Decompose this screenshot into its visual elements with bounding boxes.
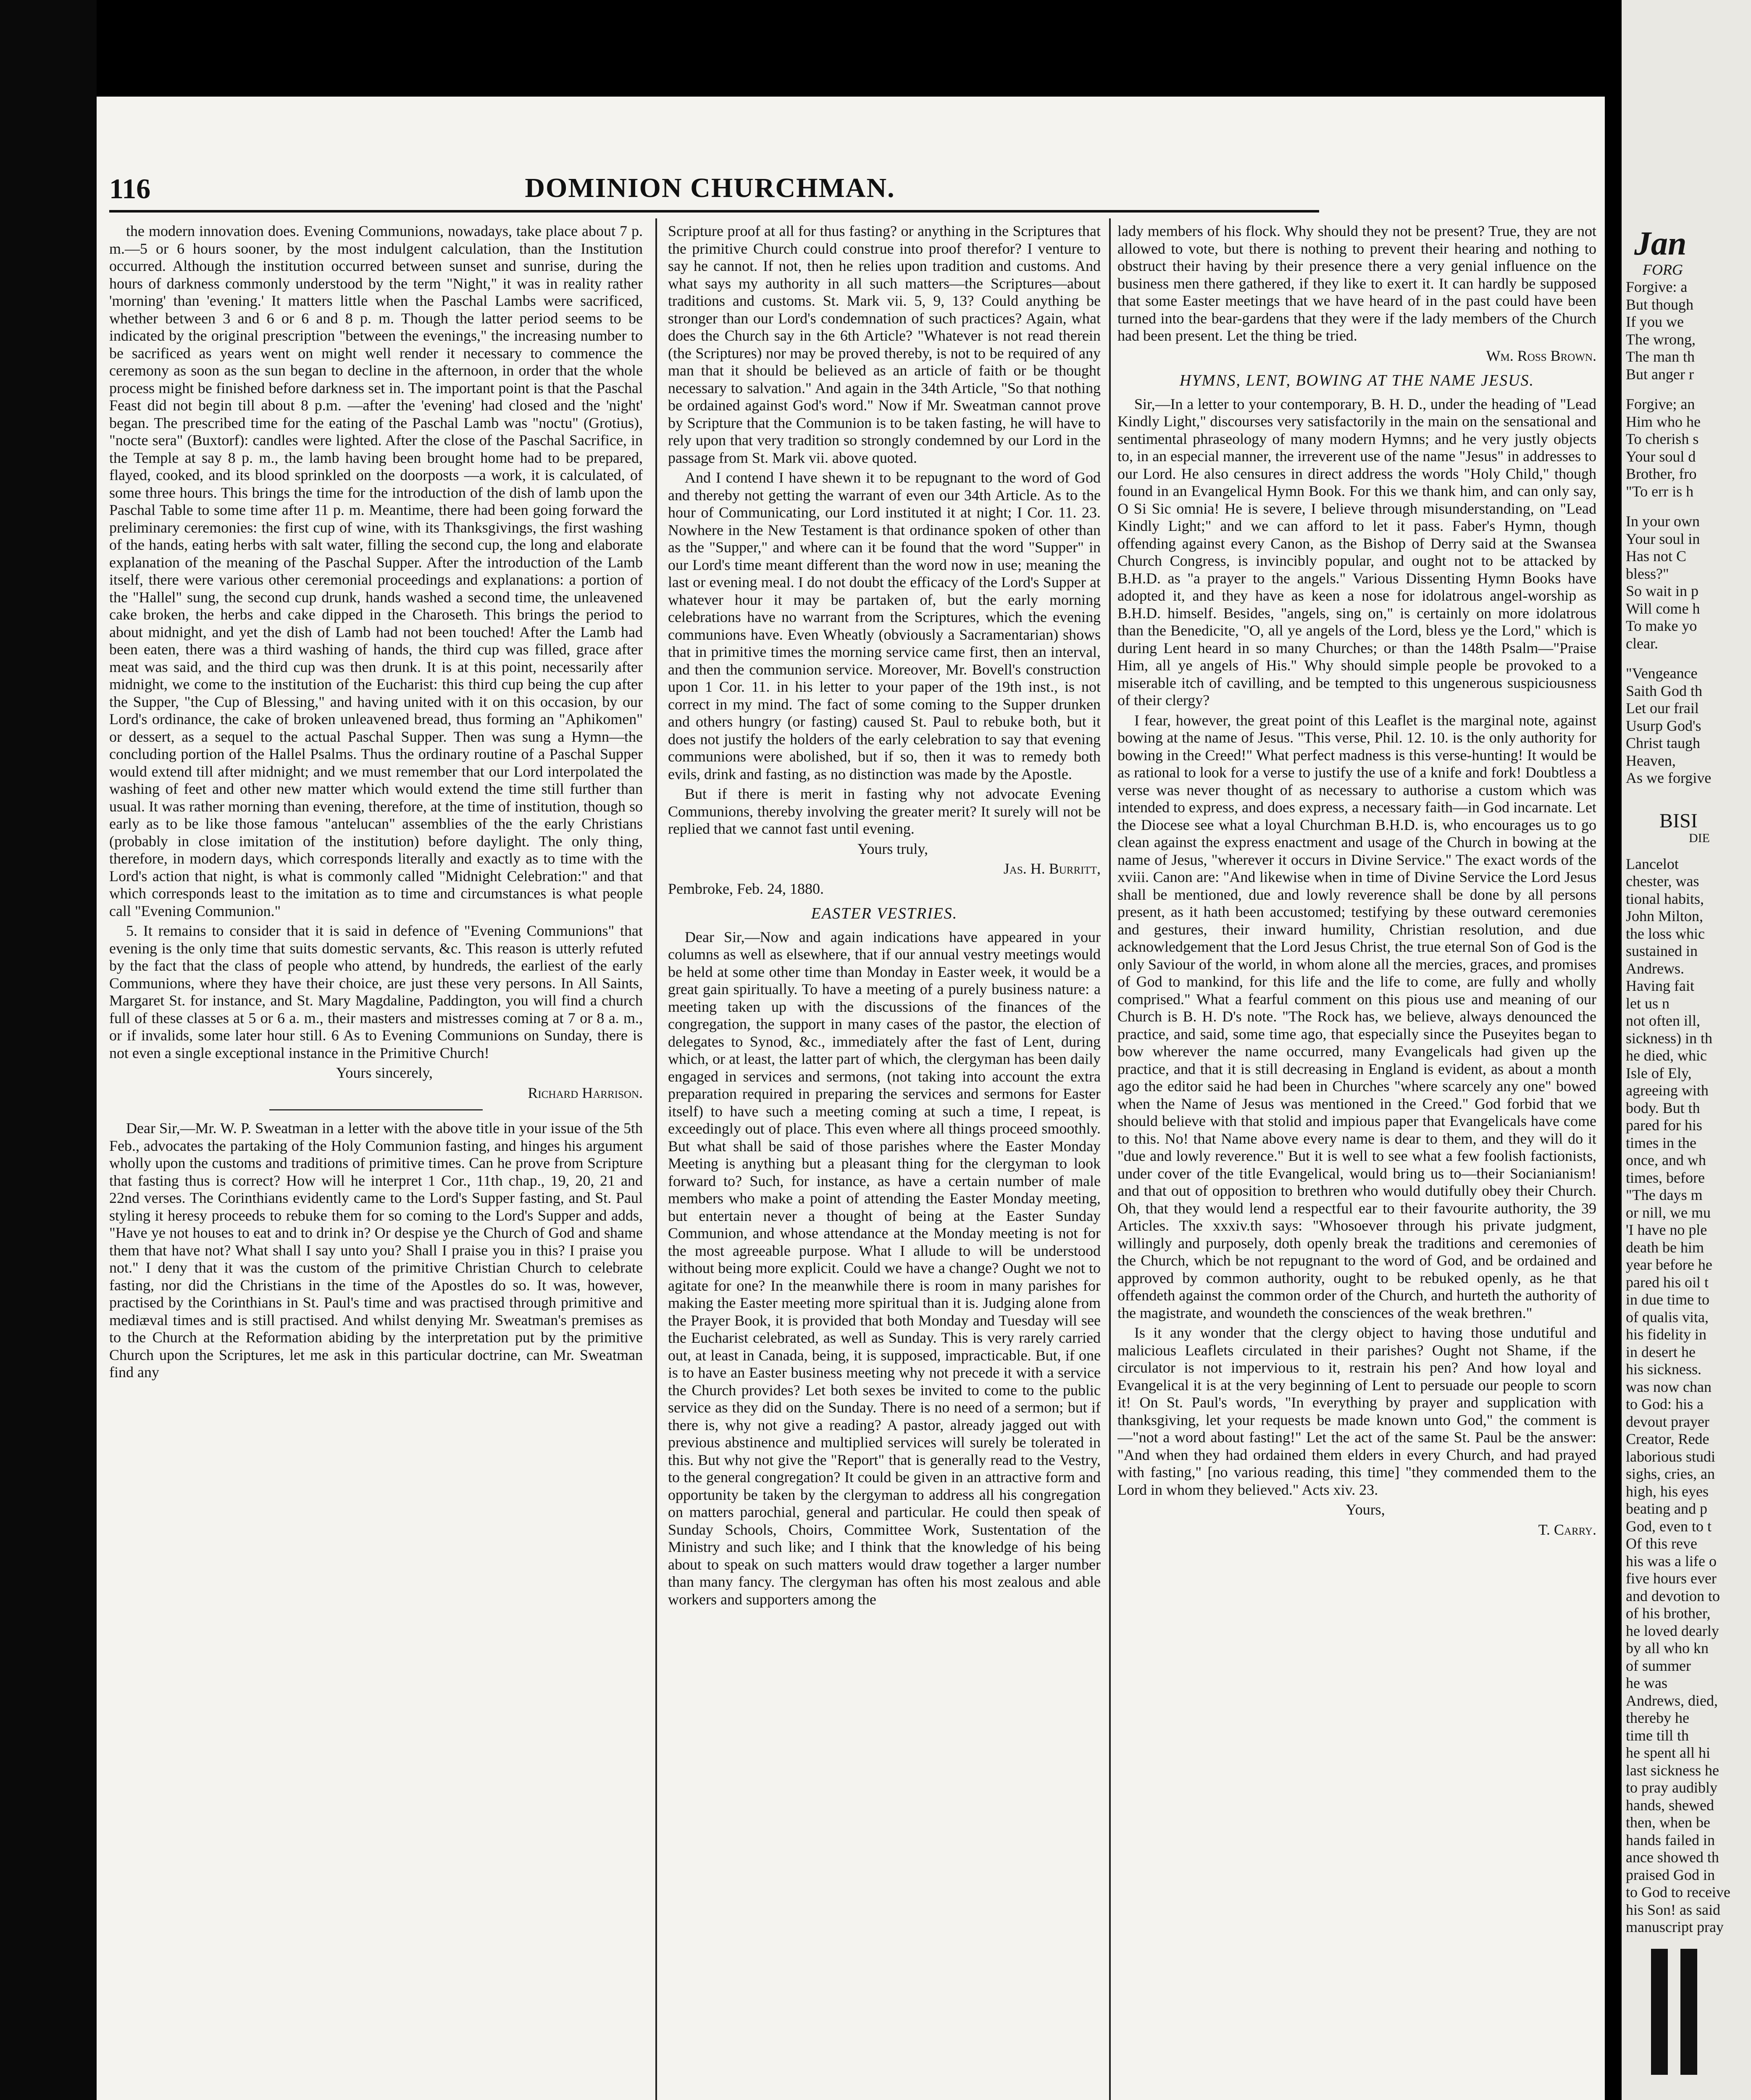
- adjacent-line: sighs, cries, an: [1626, 1465, 1715, 1482]
- adjacent-line: body. But th: [1626, 1099, 1700, 1116]
- burritt-letter-continued: Scripture proof at all for thus fasting? or anything in the Scriptures that the primitive Church could construe into proof therefor? I venture to say he cannot. If not, then he relies upon tradition and customs. And what says my authority in all such matters—the Scriptures—about traditions and customs. St. Mark vii. 5, 9, 13? Could anything be stronger than our Lord's condemnation of such practices? Again, what does the Church say in the 6th Article? "Whatever is not read therein (the Scriptures) nor may be proved thereby, is not to be required of any man that it should be believed as an article of faith or be thought necessary to salvation." And again in the 34th Article, "So that nothing be ordained against God's word." Now if Mr. Sweatman cannot prove by Scripture that the Communion is to be taken fasting, he will have to rely upon that very tradition so strongly condemned by our Lord in the passage from St. Mark vii. above quoted.: [668, 223, 1101, 466]
- publication-title: DOMINION CHURCHMAN.: [525, 173, 895, 203]
- hymns-letter-para-1: Sir,—In a letter to your contemporary, B. H. D., under the heading of "Lead Kindly Light," discourses very satisfactorily in the main on the sensational and sentimental phraseology of many modern Hymns; and he very justly objects to, in an especial manner, the irreverent use of the name "Jesus" in addresses to our Lord. He also censures in direct address the words "Holy Child," though found in an Evangelical Hymn Book. For this we thank him, and can only say, O Si Sic omnia! He is severe, I believe through misunderstanding, on "Lead Kindly Light;" and we can afford to let it pass. Faber's Hymn, though offending against every Canon, as the Bishop of Derry said at the Swansea Church Congress, is invincibly popular, and ought not to be attacked by B.H.D. as "a prayer to the angels." Various Dissenting Hymn Books have adopted it, and they have as keen a nose for idolatrous angel-worship as B.H.D. himself. Besides, "angels, sing on," is certainly on more idolatrous than the Benedicite, "O, all ye angels of the Lord, bless ye the Lord," which is during Lent heard in so many Churches; or than the 148th Psalm—"Praise Him, all ye angels of His." Why should simple people be provoked to a miserable itch of cavilling, and be tempted to this ungenerous suspiciousness of their clergy?: [1117, 395, 1596, 709]
- easter-vestries-heading: EASTER VESTRIES.: [811, 905, 958, 922]
- page-number: 116: [109, 173, 151, 205]
- adjacent-line: once, and wh: [1626, 1152, 1706, 1168]
- adjacent-line: Andrews, died,: [1626, 1692, 1718, 1709]
- harrison-letter-continued: the modern innovation does. Evening Communions, nowadays, take place about 7 p. m.—5 or 6 hours sooner, by the most indulgent calculation, than the Institution occurred. Although the institution occurred between sunset and sunrise, during the hours of darkness commonly understood by the term "Night," it was in reality rather 'morning' than 'evening.' It matters little when the Paschal Lambs were sacrificed, whether between 3 and 6 or 6 and 8 p. m. Though the latter period seems to be indicated by the original prescription "between the evenings," the increasing number to be sacrificed as years went on might well render it necessary to commence the ceremony as soon as the sun began to decline in the afternoon, in order that the whole process might be finished before darkness set in. The important point is that the Paschal Feast did not begin till about 8 p.m. —after the 'evening' had closed and the 'night' began. The prescribed time for the eating of the Paschal Lamb was "noctu" (Grotius), "nocte sera" (Buxtorf): candles were lighted. After the close of the Paschal Sacrifice, in the Temple at say 8 p. m., the lamb having been brought home had to be prepared, flayed, cooked, and its blood sprinkled on the doorposts —a work, it is calculated, of some three hours. This brings the time for the introduction of the dish of lamb upon the Paschal Table to some time after 11 p. m. Meantime, there had been going forward the preliminary ceremonies: the first cup of wine, with its Thanksgivings, the first washing of the hands, eating herbs with salt water, filling the second cup, the long and elaborate explanation of the meaning of the Paschal Supper. After the introduction of the Lamb itself, there were various other ceremonial proceedings and explanations: a portion of the "Hallel" sung, the second cup drunk, hands washed a second time, the unleavened cake broken, the herbs and cake dipped in the Charoseth. This brings the period to about midnight, and yet the dish of Lamb had not been touched! After the Lamb had been eaten, there was a third washing of hands, the third cup was filled, grace after meat was said, and the third cup was then drunk. It is at this point, necessarily after midnight, we come to the institution of the Eucharist: this third cup being the cup after the Supper, "the Cup of Blessing," and having united with it on this occasion, by our Lord's ordinance, the cake of broken unleavened bread, thus forming an "Aphikomen" or dessert, as a sequel to the actual Paschal Supper. Then was sung a Hymn—the concluding portion of the Hallel Psalms. Thus the ordinary routine of a Paschal Supper would extend till after midnight; and we must remember that our Lord interpolated the washing of feet and other new matter which would extend the time still further than usual. It was rather morning than evening, therefore, at the time of institution, though so early as to be like those famous "antelucan" assemblies of the the early Christians (probably in close imitation of the institution) before daylight. The only thing, therefore, in modern days, which corresponds literally and exactly as to time with the Lord's action that night, is what is commonly called "Midnight Celebration:" and that which corresponds least to the imitation as to time and circumstances is what people call "Evening Communion.": [109, 223, 643, 919]
- adjacent-line: agreeing with: [1626, 1082, 1709, 1099]
- adjacent-line: not often ill,: [1626, 1012, 1700, 1029]
- adjacent-line: But anger r: [1626, 365, 1694, 383]
- adjacent-page-title: Jan: [1634, 225, 1687, 262]
- adjacent-line: To cherish s: [1626, 430, 1699, 447]
- header-rule: [109, 210, 1319, 213]
- column-1: [109, 223, 643, 2100]
- adjacent-line: devout prayer: [1626, 1413, 1709, 1430]
- adjacent-line: to God to receive: [1626, 1884, 1730, 1900]
- hymns-letter-para-3: Is it any wonder that the clergy object to having those undutiful and malicious Leaflets circulated in their parishes? Ought not Shame, if the circulator is not impervious to it, restrain his pen? And how loyal and Evangelical it is at the very beginning of Lent to persuade our people to scorn it! On St. Paul's words, "In everything by prayer and supplication with thanksgiving, let your requests be made known unto God," the comment is—"not a word about fasting!" Let the act of the same St. Paul be the answer: "And when they had ordained them elders in every Church, and had prayed with fasting," [no various reading, this time] "they commended them to the Lord in whom they believed." Acts xiv. 23.: [1117, 1324, 1596, 1498]
- adjacent-line: and devotion to: [1626, 1587, 1720, 1604]
- adjacent-line: let us n: [1626, 995, 1669, 1012]
- adjacent-line: sustained in: [1626, 942, 1698, 959]
- adjacent-line: Isle of Ely,: [1626, 1064, 1692, 1082]
- adjacent-line: death be him: [1626, 1239, 1704, 1256]
- adjacent-line: he loved dearly: [1626, 1622, 1719, 1639]
- adjacent-line: in due time to: [1626, 1291, 1709, 1308]
- burritt-closing: Yours truly,: [857, 840, 928, 857]
- harrison-closing: Yours sincerely,: [336, 1064, 433, 1081]
- adjacent-line: of summer: [1626, 1657, 1691, 1674]
- adjacent-line: To make yo: [1626, 617, 1697, 634]
- adjacent-line: praised God in: [1626, 1866, 1715, 1883]
- scan-left-margin: [0, 0, 97, 2100]
- adjacent-line: his fidelity in: [1626, 1326, 1706, 1343]
- adjacent-line: Heaven,: [1626, 752, 1676, 769]
- adjacent-line: beating and p: [1626, 1500, 1707, 1517]
- column-2: [668, 223, 1101, 2100]
- adjacent-line: sickness) in th: [1626, 1029, 1712, 1047]
- page-header: [109, 172, 1311, 206]
- adjacent-line: Creator, Rede: [1626, 1431, 1709, 1447]
- adjacent-line: time till th: [1626, 1727, 1689, 1744]
- adjacent-line: he died, whic: [1626, 1047, 1707, 1064]
- adjacent-line: his Son! as said: [1626, 1901, 1720, 1918]
- carry-closing: Yours,: [1346, 1501, 1385, 1518]
- adjacent-line: Having fait: [1626, 977, 1694, 994]
- adjacent-line: manuscript pray: [1626, 1919, 1724, 1935]
- adjacent-line: Forgive: a: [1626, 278, 1688, 295]
- adjacent-line: "To err is h: [1626, 483, 1694, 500]
- adjacent-page-column: [1626, 218, 1751, 1982]
- adjacent-line: by all who kn: [1626, 1640, 1709, 1656]
- burritt-letter-start: Dear Sir,—Mr. W. P. Sweatman in a letter with the above title in your issue of the 5th Feb., advocates the partaking of the Holy Communion fasting, and hinges his argument wholly upon the customs and traditions of primitive times. Can he prove from Scripture that fasting thus is correct? How will he interpret 1 Cor., 11th chap., 19, 20, 21 and 22nd verses. The Corinthians evidently came to the Lord's Supper fasting, and St. Paul styling it heresy proceeds to rebuke them for so coming to the Lord's Supper and adds, "Have ye not houses to eat and to drink in? Or despise ye the Church of God and shame them that have not? What shall I say unto you? Shall I praise you in this? I praise you not." I deny that it was the custom of the primitive Christian Church to celebrate fasting, nor did the Christians in the time of the Apostles do so. It was, however, practised by the Corinthians in St. Paul's time and was practised through primitive and mediæval times and is still practised. And whilst denying Mr. Sweatman's premises as to the Church at the Reformation abiding by the interpretation put by the primitive Church upon the Scriptures, let me ask in this particular doctrine, can Mr. Sweatman find any: [109, 1120, 643, 1381]
- adjacent-line: Let our frail: [1626, 700, 1699, 717]
- harrison-signature: Richard Harrison.: [528, 1084, 643, 1101]
- adjacent-line: Brother, fro: [1626, 465, 1697, 482]
- adjacent-line: hands, shewed: [1626, 1796, 1714, 1814]
- adjacent-line: If you we: [1626, 313, 1684, 330]
- adjacent-line: then, when be: [1626, 1814, 1710, 1831]
- adjacent-line: Forgive; an: [1626, 396, 1695, 412]
- binding-marks: [1647, 1949, 1706, 2075]
- burritt-signature: Jas. H. Burritt,: [1003, 860, 1101, 877]
- adjacent-poem-title: FORG: [1643, 261, 1683, 278]
- easter-vestries-continued: lady members of his flock. Why should they not be present? True, they are not allowed to vote, but there is nothing to prevent their hearing and nothing to obstruct their having by their presence there a very genial influence on the business men there gathered, if they like to exert it. It can hardly be supposed that some Easter meetings that we have heard of in the past could have been turned into the bear-gardens that they were if the lady members of the Church had been present. Let the thing be tried.: [1117, 223, 1596, 344]
- adjacent-line: The man th: [1626, 348, 1695, 365]
- adjacent-line: 'I have no ple: [1626, 1221, 1707, 1238]
- adjacent-line: Him who he: [1626, 413, 1701, 430]
- adjacent-line: John Milton,: [1626, 908, 1704, 924]
- adjacent-line: he was: [1626, 1675, 1667, 1691]
- adjacent-line: Saith God th: [1626, 682, 1703, 699]
- adjacent-line: "The days m: [1626, 1186, 1703, 1203]
- adjacent-line: Your soul in: [1626, 530, 1700, 547]
- adjacent-line: of qualis vita,: [1626, 1308, 1709, 1326]
- adjacent-line: year before he: [1626, 1256, 1712, 1273]
- adjacent-line: or nill, we mu: [1626, 1204, 1711, 1221]
- easter-vestries-letter: Dear Sir,—Now and again indications have appeared in your columns as well as elsewhere, that if our annual vestry meetings would be held at some other time than Monday in Easter week, it would be a great gain spiritually. To have a meeting of a purely business nature: a meeting taken up with the discussions of the finances of the congregation, the support in many cases of the pastor, the election of delegates to Synod, &c., immediately after the fast of Lent, during which, or at least, the latter part of which, the clergyman has been daily engaged in services and sermons, (not taking into account the extra preparation required in preparing the services and sermons for Easter itself) to have such a meeting coming at such a time, I repeat, is exceedingly out of place. This even where all things proceed smoothly. But what shall be said of those parishes where the Easter Monday Meeting is anything but a pleasant thing for the clergyman to look forward to? Such, for instance, as have a certain number of male members who make a point of attending the Easter Monday meeting, but entertain never a thought of being at the Easter Sunday Communion, and whose attendance at the Monday meeting is not for the most agreeable purpose. What I allude to will be understood without being more explicit. Could we have a change? Ought we not to agitate for one? In the meanwhile there is room in many parishes for making the Easter meeting more spiritual than it is. Judging alone from the Prayer Book, it is provided that both Monday and Tuesday will see the Eucharist celebrated, as well as Sunday. This is very rarely carried out, at least in Canada, being, it is supposed, impracticable. But, if one is to have an Easter business meeting why not precede it with a service the Church provides? Let both sexes be invited to come to the public service as they did on the Sunday. There is no need of a sermon; but if there is, why not give a reading? A pastor, already jagged out with previous abstinence and multiplied services will surely be tolerated in this. But why not give the "Report" that is generally read to the Vestry, to the general congregation? It could be given in an attractive form and opportunity be taken by the clergyman to address all his congregation on matters parochial, general and particular. He could then speak of Sunday Schools, Choirs, Committee Work, Sustentation of the Ministry and such like; and I think that the knowledge of his being about to speak on such matters would draw together a larger number than many fancy. The clergyman has often his most zealous and able workers and supporters among the: [668, 928, 1101, 1608]
- adjacent-line: Lancelot: [1626, 855, 1679, 872]
- adjacent-line: in desert he: [1626, 1343, 1696, 1360]
- adjacent-line: As we forgive: [1626, 769, 1712, 786]
- adjacent-subheading: DIE: [1689, 831, 1710, 845]
- adjacent-line: So wait in p: [1626, 583, 1699, 599]
- adjacent-line: Will come h: [1626, 600, 1700, 617]
- adjacent-line: to pray audibly: [1626, 1779, 1717, 1796]
- column-divider-1: [655, 218, 657, 2100]
- adjacent-line: "Vengeance: [1626, 665, 1698, 682]
- adjacent-line: tional habits,: [1626, 890, 1704, 907]
- adjacent-line: the loss whic: [1626, 925, 1705, 942]
- burritt-letter-para-2: And I contend I have shewn it to be repugnant to the word of God and thereby not getting the warrant of even our 34th Article. As to the hour of Communicating, our Lord instituted it at night; I Cor. 11. 23. Nowhere in the New Testament is that ordinance spoken of other than as the "Supper," and where can it be found that the word "Supper" in our Lord's time meant different than the word now in use; meaning the last or evening meal. I do not doubt the efficacy of the Lord's Supper at whatever hour it may be partaken of, but the early morning celebrations have no warrant from the Scriptures, which the evening communions have. Even Wheatly (obviously a Sacramentarian) shows that in primitive times the morning service came first, then an interval, and then the communion service. Moreover, Mr. Bovell's construction upon 1 Cor. 11. in his letter to your paper of the 19th inst., is not correct in my mind. The fact of some coming to the Supper drunken and others hungry (or fasting) caused St. Paul to rebuke both, but it does not justify the holders of the early celebration to say that evening communions were abolished, but if so, then it was to remedy both evils, drink and fasting, as no distinction was made by the Apostle.: [668, 469, 1101, 782]
- adjacent-line: God, even to t: [1626, 1517, 1712, 1535]
- adjacent-line: thereby he: [1626, 1709, 1689, 1726]
- adjacent-line: hands failed in: [1626, 1831, 1715, 1848]
- adjacent-line: to God: his a: [1626, 1396, 1704, 1412]
- adjacent-line: times, before: [1626, 1169, 1705, 1186]
- adjacent-line: Your soul d: [1626, 448, 1696, 465]
- adjacent-line: was now chan: [1626, 1378, 1712, 1395]
- burritt-letter-para-3: But if there is merit in fasting why not advocate Evening Communions, thereby involving the greater merit? It surely will not be replied that we cannot fast until evening.: [668, 785, 1101, 837]
- separator-rule: [269, 1109, 483, 1110]
- adjacent-line: The wrong,: [1626, 331, 1696, 348]
- carry-signature: T. Carry.: [1538, 1521, 1596, 1538]
- adjacent-line: Usurp God's: [1626, 717, 1701, 734]
- adjacent-line: five hours ever: [1626, 1570, 1717, 1587]
- adjacent-line: pared his oil t: [1626, 1273, 1709, 1291]
- adjacent-heading: BISI: [1659, 809, 1698, 832]
- adjacent-line: he spent all hi: [1626, 1744, 1710, 1761]
- adjacent-line: Has not C: [1626, 548, 1686, 564]
- adjacent-line: of his brother,: [1626, 1605, 1711, 1622]
- adjacent-line: his was a life o: [1626, 1552, 1717, 1570]
- adjacent-line: chester, was: [1626, 873, 1699, 890]
- hymns-lent-heading: HYMNS, LENT, BOWING AT THE NAME JESUS.: [1179, 372, 1535, 389]
- adjacent-line: last sickness he: [1626, 1761, 1719, 1779]
- adjacent-line: high, his eyes: [1626, 1483, 1709, 1500]
- burritt-place-date: Pembroke, Feb. 24, 1880.: [668, 880, 824, 897]
- column-divider-2: [1109, 218, 1111, 2100]
- adjacent-line: Of this reve: [1626, 1535, 1697, 1552]
- adjacent-line: laborious studi: [1626, 1448, 1715, 1465]
- adjacent-line: Andrews.: [1626, 960, 1684, 977]
- column-3: [1117, 223, 1596, 2100]
- adjacent-line: pared for his: [1626, 1117, 1702, 1134]
- adjacent-line: times in the: [1626, 1134, 1696, 1151]
- adjacent-line: clear.: [1626, 635, 1658, 652]
- adjacent-line: ance showed th: [1626, 1849, 1719, 1866]
- adjacent-line: In your own: [1626, 513, 1700, 530]
- hymns-letter-para-2: I fear, however, the great point of this Leaflet is the marginal note, against bowing at the name of Jesus. "This verse, Phil. 12. 10. is the only authority for bowing in the Creed!" What perfect madness is this verse-hunting! It would be as rational to look for a verse to justify the use of a knife and fork! Doubtless a verse was never thought of as necessary to authorise a custom which was intended to express, and does express, a necessary faith—in God incarnate. Let the Diocese see what a loyal Churchman B.H.D. is, who encourages us to go clean against the express enactment and usage of the Church in bowing at the name of Jesus, "wherever it occurs in Divine Service." The exact words of the xviii. Canon are: "And likewise when in time of Divine Service the Lord Jesus shall be mentioned, due and lowly reverence shall be done by all persons present, as it hath been accustomed; testifying by these outward ceremonies and gestures, their inward humility, Christian resolution, and due acknowledgement that the Lord Jesus Christ, the true eternal Son of God is the only Saviour of the world, in whom alone all the mercies, graces, and promises of God to mankind, for this life and the life to come, are fully and wholly comprised." What a fearful comment on this pious use and meaning of our Church is B. H. D's note. "The Rock has, we believe, always denounced the practice, and said, some time ago, that especially since the Puseyites began to bow wherever the name occurred, many Evangelicals had given up the practice, and that it is still decreasing in England is evident, as about a month ago the editor said he had been in Churches "where scarcely any one" bowed when the Name of Jesus was mentioned in the Creed." God forbid that we should believe with that stolid and impious paper that Evangelicals have come to this. No! that Name above every name is dear to them, and they will do it "due and lowly reverence." But it is well to see what a few foolish factionists, under cover of the title Evangelical, would bring us to—their Socianianism! and that out of opposition to brethren who would dutifully obey their Church. Oh, that they would lend a respectful ear to their favourite authority, the 39 Articles. The xxxiv.th says: "Whosoever through his private judgment, willingly and purposely, doth openly break the traditions and ceremonies of the Church, which be not repugnant to the word of God, and be ordained and approved by common authority, ought to be rebuked openly, as he that offendeth against the common order of the Church, and hurteth the authority of the magistrate, and woundeth the consciences of the weak brethren.": [1117, 711, 1596, 1321]
- adjacent-line: Christ taugh: [1626, 735, 1700, 751]
- adjacent-line: But though: [1626, 296, 1694, 313]
- adjacent-line: his sickness.: [1626, 1361, 1701, 1378]
- brown-signature: Wm. Ross Brown.: [1486, 347, 1596, 364]
- adjacent-line: bless?": [1626, 565, 1669, 582]
- harrison-letter-point-5: 5. It remains to consider that it is said in defence of "Evening Communions" that evening is the only time that suits domestic servants, &c. This reason is utterly refuted by the fact that the class of people who attend, by hundreds, the earliest of the early Communions, where they have their choice, are just these very persons. In All Saints, Margaret St. for instance, and St. Mary Magdaline, Paddington, you will find a church full of these classes at 5 or 6 a. m., their masters and mistresses coming at 7 or 8 a. m., or if invalids, some later hour still. 6 As to Evening Communions on Sunday, there is not even a single exceptional instance in the Primitive Church!: [109, 922, 643, 1061]
